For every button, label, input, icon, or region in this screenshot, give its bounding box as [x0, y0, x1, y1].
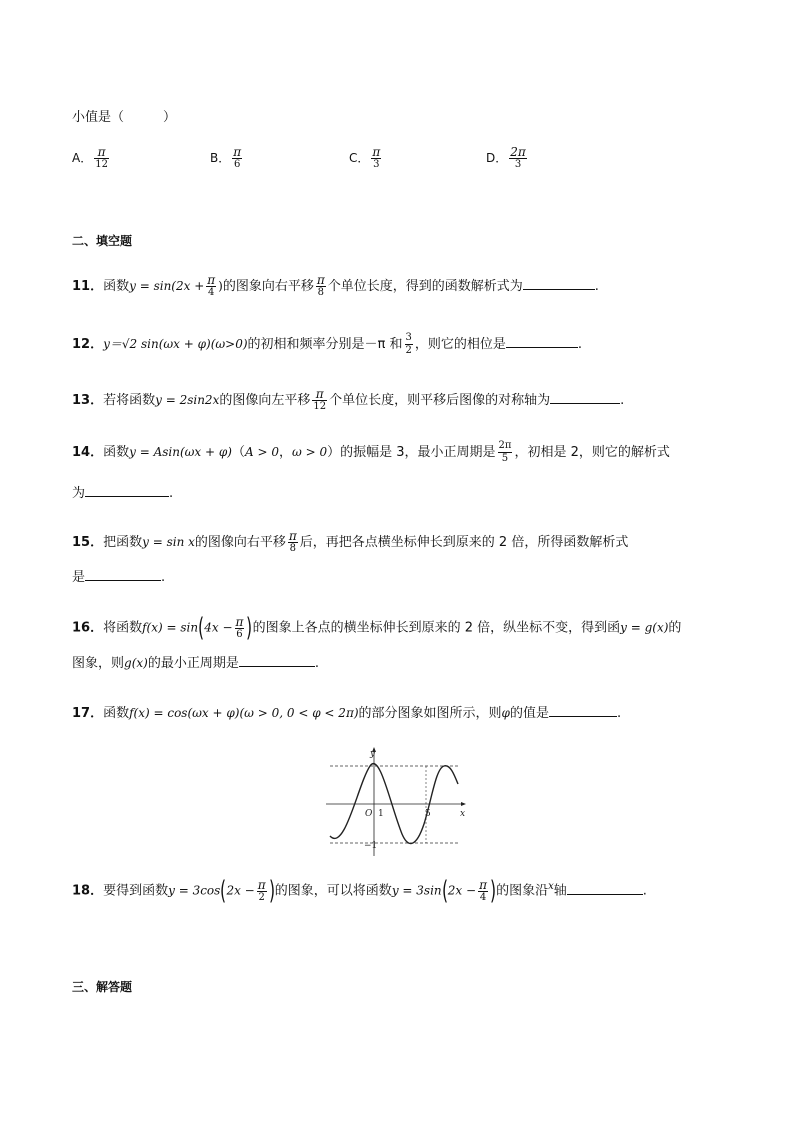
q18-axis-x: x [548, 881, 554, 893]
graph-tick-1: 1 [378, 809, 384, 819]
question-15 [72, 530, 628, 555]
q15-text-4: 是 [72, 570, 86, 585]
q13-number: 13． [72, 393, 104, 408]
q11-text-1: 函数 [103, 279, 130, 294]
q16-formula: f(x) = sin [142, 620, 199, 635]
section-fill-in-title: 二、填空题 [72, 234, 133, 248]
q12-text-2: ，则它的相位是 [414, 337, 506, 352]
q11-formula: y = sin(2x + [129, 279, 205, 293]
q18-formula-cos: y = 3cos [168, 883, 221, 898]
q18-text-2: 的图象，可以将函数 [274, 883, 392, 899]
option-a-fraction: $\frac{\pi}{12}$ [95, 145, 108, 170]
option-a[interactable] [72, 146, 111, 171]
q18-cos-inner: 2x − [226, 883, 255, 898]
option-d-fraction: $\frac{2\pi}{3}$ [510, 145, 526, 170]
q12-frequency-fraction: $\frac{3}{2}$ [405, 332, 412, 356]
q14-answer-blank[interactable] [85, 484, 169, 497]
option-d[interactable] [486, 146, 529, 171]
q15-number: 15． [72, 535, 104, 550]
q18-end: . [642, 883, 647, 899]
q14-condition-omega: ω > 0 [291, 445, 328, 459]
q18-cos-fraction: $\frac{\pi}{2}$ [257, 877, 266, 903]
q18-text-4: 轴 [553, 883, 567, 899]
q11-shift-fraction: $\frac{\pi}{8}$ [316, 273, 325, 298]
q14-text-1: 函数 [103, 445, 130, 460]
q14-text-5: ，初相是 2，则它的解析式 [514, 445, 670, 460]
q15-text-3: 后，再把各点横坐标伸长到原来的 2 倍，所得函数解析式 [299, 535, 629, 550]
q17-condition: (ω > 0, 0 < φ < 2π) [239, 706, 359, 720]
q12-number: 12． [72, 337, 104, 352]
q16-formula-gx: g(x) [124, 656, 148, 670]
q11-formula-close: ) [218, 279, 223, 293]
graph-tick-5: 5 [425, 809, 431, 819]
question-14 [72, 440, 670, 465]
prev-question-tail: 小值是（ ） [72, 110, 177, 125]
q18-sin-inner: 2x − [447, 883, 477, 898]
graph-cosine-curve [330, 764, 458, 844]
graph-x-label: x [460, 809, 466, 819]
q17-text-2: 的部分图象如图所示，则 [358, 706, 502, 721]
q15-text-1: 把函数 [103, 535, 143, 550]
option-b-label: B． [210, 151, 231, 165]
q17-text-3: 的值是 [509, 706, 549, 721]
q16-end: . [314, 656, 319, 671]
graph-origin-label: O [365, 809, 373, 819]
q16-formula-fraction: $\frac{\pi}{6}$ [235, 614, 244, 640]
q17-answer-blank[interactable] [549, 704, 617, 717]
q13-text-1: 若将函数 [103, 393, 156, 408]
question-14-line-2 [72, 482, 173, 501]
q14-end: . [169, 486, 174, 501]
q18-cos-right-paren: ) [268, 876, 275, 906]
option-c-fraction: $\frac{\pi}{3}$ [372, 145, 381, 170]
q14-period-fraction: $\frac{2\pi}{5}$ [498, 440, 512, 464]
question-11 [72, 274, 599, 299]
q14-condition-a: A > 0 [244, 445, 279, 459]
q15-formula: y = sin x [142, 535, 195, 549]
question-16 [72, 615, 681, 641]
q16-text-1: 将函数 [103, 620, 143, 636]
q14-text-4: ）的振幅是 3，最小正周期是 [327, 445, 496, 460]
question-15-line-2 [72, 566, 165, 585]
q17-text-1: 函数 [103, 706, 130, 721]
question-13 [72, 388, 624, 413]
q16-left-paren: ( [198, 613, 205, 643]
q14-formula: y = Asin(ωx + φ) [129, 445, 232, 459]
q17-end: . [616, 706, 622, 721]
q16-right-paren: ) [246, 613, 253, 643]
q13-end: . [620, 393, 625, 408]
option-c-label: C． [349, 151, 370, 165]
q16-answer-blank[interactable] [239, 654, 315, 667]
graph-y-label: y [370, 749, 376, 759]
question-17 [72, 702, 621, 721]
option-b-fraction: $\frac{\pi}{6}$ [233, 145, 242, 170]
q14-text-6: 为 [72, 486, 86, 501]
q11-text-2: 的图象向右平移 [222, 279, 314, 294]
option-d-label: D． [486, 151, 508, 165]
q12-answer-blank[interactable] [506, 335, 578, 348]
q11-end: . [594, 279, 599, 294]
graph-x-axis-arrow [461, 802, 466, 806]
q12-text-1: 的初相和频率分别是－π 和 [247, 337, 403, 352]
q18-answer-blank[interactable] [567, 882, 643, 895]
q12-end: . [577, 337, 583, 352]
q16-text-2: 的图象上各点的横坐标伸长到原来的 2 倍，纵坐标不变，得到函 [252, 620, 621, 636]
q17-number: 17． [72, 706, 104, 721]
q11-text-3: 个单位长度，得到的函数解析式为 [327, 279, 523, 294]
section-solution-title: 三、解答题 [72, 980, 133, 994]
q12-formula: y＝√2 sin(ωx + φ)(ω>0) [103, 337, 248, 351]
q18-cos-left-paren: ( [220, 876, 227, 906]
q13-text-3: 个单位长度，则平移后图像的对称轴为 [329, 393, 551, 408]
question-12 [72, 332, 582, 357]
option-c[interactable] [349, 146, 383, 171]
q16-formula-inner: 4x − [204, 620, 233, 635]
q11-number: 11． [72, 279, 104, 294]
q13-text-2: 的图像向左平移 [219, 393, 311, 408]
question-16-line-2 [72, 652, 319, 671]
q18-sin-left-paren: ( [441, 876, 448, 906]
q16-number: 16． [72, 620, 104, 636]
q16-text-5: 的最小正周期是 [147, 656, 239, 671]
q18-text-3: 的图象沿 [496, 883, 549, 899]
question-18 [72, 878, 647, 904]
q18-sin-fraction: $\frac{\pi}{4}$ [479, 877, 487, 903]
q18-formula-sin: y = 3sin [391, 883, 442, 898]
q15-shift-fraction: $\frac{\pi}{8}$ [288, 529, 297, 554]
q16-formula-g: y = g(x) [620, 620, 669, 635]
q15-text-2: 的图像向右平移 [194, 535, 286, 550]
option-a-label: A． [72, 151, 93, 165]
q16-text-3: 的 [668, 620, 682, 636]
q17-formula: f(x) = cos(ωx + φ) [129, 706, 240, 720]
q18-text-1: 要得到函数 [103, 883, 169, 899]
q14-text-2: （ [231, 445, 245, 460]
q11-formula-fraction: $\frac{\pi}{4}$ [207, 273, 216, 298]
q17-cosine-graph [320, 744, 470, 859]
q13-shift-fraction: $\frac{\pi}{12}$ [313, 387, 327, 412]
q13-answer-blank[interactable] [550, 391, 620, 404]
q14-number: 14． [72, 445, 104, 460]
q15-end: . [161, 570, 166, 585]
q16-text-4: 图象，则 [72, 656, 125, 671]
q18-sin-right-paren: ) [490, 876, 497, 906]
q15-answer-blank[interactable] [85, 568, 161, 581]
graph-minus-1: −1 [364, 841, 378, 851]
q13-formula: y = 2sin2x [155, 393, 220, 407]
q18-number: 18． [72, 883, 104, 899]
option-b[interactable] [210, 146, 244, 171]
q11-answer-blank[interactable] [523, 277, 595, 290]
q17-phi: φ [501, 706, 510, 720]
q14-text-3: ， [278, 445, 292, 460]
